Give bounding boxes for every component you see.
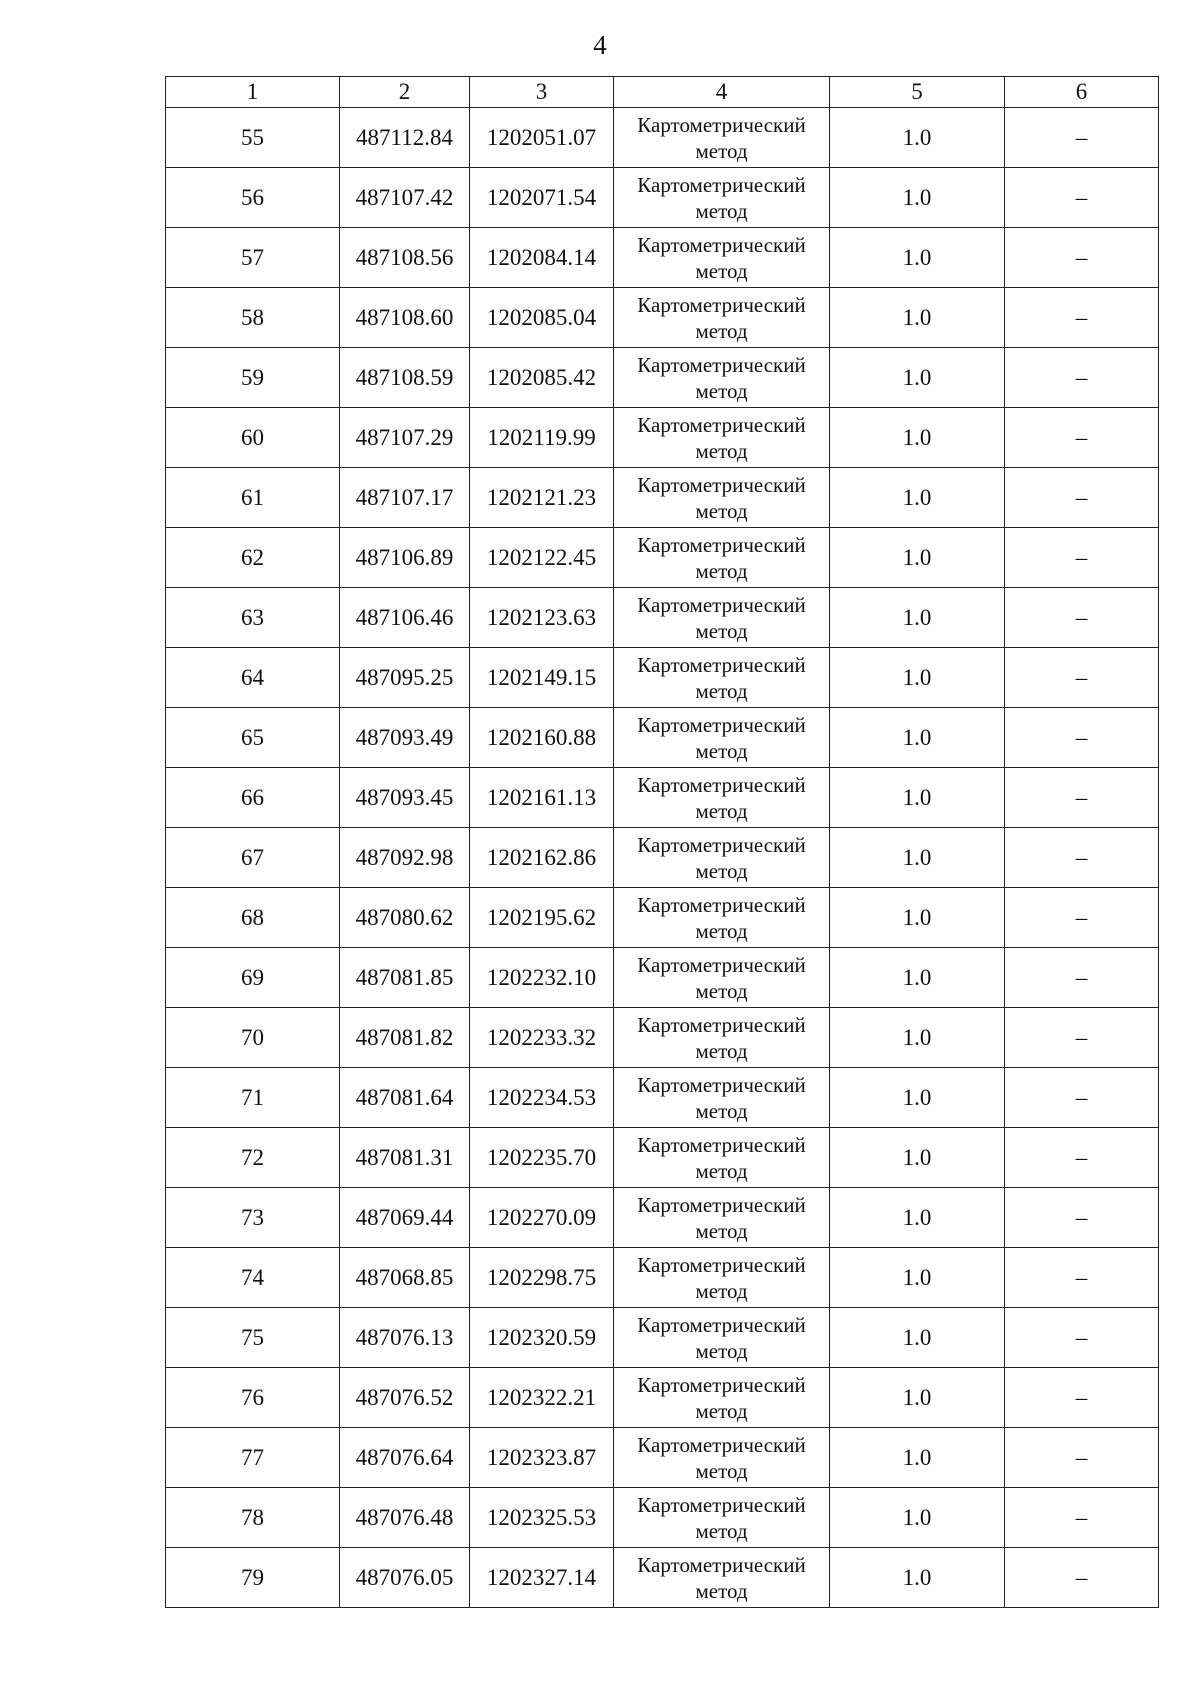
x-coordinate-cell: 487092.98 (340, 828, 470, 888)
point-number-cell: 62 (166, 528, 340, 588)
table-row (166, 708, 1159, 768)
point-number-cell: 63 (166, 588, 340, 648)
note-cell: – (1005, 828, 1159, 888)
table-row (166, 348, 1159, 408)
x-coordinate-cell: 487069.44 (340, 1188, 470, 1248)
accuracy-cell: 1.0 (830, 1368, 1005, 1428)
point-number-cell: 67 (166, 828, 340, 888)
note-cell: – (1005, 708, 1159, 768)
accuracy-cell: 1.0 (830, 708, 1005, 768)
note-cell: – (1005, 1488, 1159, 1548)
point-number-cell: 57 (166, 228, 340, 288)
y-coordinate-cell: 1202322.21 (470, 1368, 614, 1428)
method-cell: Картометрический метод (614, 348, 830, 408)
x-coordinate-cell: 487093.49 (340, 708, 470, 768)
table-row (166, 1548, 1159, 1608)
accuracy-cell: 1.0 (830, 948, 1005, 1008)
table-row (166, 588, 1159, 648)
accuracy-cell: 1.0 (830, 348, 1005, 408)
point-number-cell: 75 (166, 1308, 340, 1368)
table-row (166, 1008, 1159, 1068)
note-cell: – (1005, 648, 1159, 708)
method-cell: Картометрический метод (614, 1548, 830, 1608)
x-coordinate-cell: 487076.13 (340, 1308, 470, 1368)
point-number-cell: 77 (166, 1428, 340, 1488)
note-cell: – (1005, 888, 1159, 948)
accuracy-cell: 1.0 (830, 1128, 1005, 1188)
point-number-cell: 73 (166, 1188, 340, 1248)
method-cell: Картометрический метод (614, 648, 830, 708)
point-number-cell: 55 (166, 108, 340, 168)
table-row (166, 1188, 1159, 1248)
y-coordinate-cell: 1202085.42 (470, 348, 614, 408)
note-cell: – (1005, 228, 1159, 288)
x-coordinate-cell: 487095.25 (340, 648, 470, 708)
x-coordinate-cell: 487093.45 (340, 768, 470, 828)
note-cell: – (1005, 408, 1159, 468)
x-coordinate-cell: 487076.05 (340, 1548, 470, 1608)
x-coordinate-cell: 487107.42 (340, 168, 470, 228)
point-number-cell: 61 (166, 468, 340, 528)
table-row (166, 768, 1159, 828)
table-body (166, 108, 1159, 1608)
y-coordinate-cell: 1202121.23 (470, 468, 614, 528)
point-number-cell: 59 (166, 348, 340, 408)
note-cell: – (1005, 1428, 1159, 1488)
method-cell: Картометрический метод (614, 468, 830, 528)
method-cell: Картометрический метод (614, 228, 830, 288)
accuracy-cell: 1.0 (830, 528, 1005, 588)
note-cell: – (1005, 468, 1159, 528)
point-number-cell: 79 (166, 1548, 340, 1608)
method-cell: Картометрический метод (614, 828, 830, 888)
accuracy-cell: 1.0 (830, 1548, 1005, 1608)
method-cell: Картометрический метод (614, 1128, 830, 1188)
method-cell: Картометрический метод (614, 1308, 830, 1368)
x-coordinate-cell: 487076.52 (340, 1368, 470, 1428)
x-coordinate-cell: 487081.31 (340, 1128, 470, 1188)
x-coordinate-cell: 487081.85 (340, 948, 470, 1008)
page-number: 4 (593, 30, 607, 60)
note-cell: – (1005, 588, 1159, 648)
y-coordinate-cell: 1202149.15 (470, 648, 614, 708)
table-row (166, 288, 1159, 348)
x-coordinate-cell: 487108.60 (340, 288, 470, 348)
note-cell: – (1005, 108, 1159, 168)
note-cell: – (1005, 348, 1159, 408)
method-cell: Картометрический метод (614, 1188, 830, 1248)
y-coordinate-cell: 1202234.53 (470, 1068, 614, 1128)
y-coordinate-cell: 1202232.10 (470, 948, 614, 1008)
note-cell: – (1005, 1248, 1159, 1308)
accuracy-cell: 1.0 (830, 888, 1005, 948)
point-number-cell: 56 (166, 168, 340, 228)
y-coordinate-cell: 1202325.53 (470, 1488, 614, 1548)
method-cell: Картометрический метод (614, 288, 830, 348)
y-coordinate-cell: 1202051.07 (470, 108, 614, 168)
table-row (166, 528, 1159, 588)
column-header-3: 3 (470, 77, 614, 108)
y-coordinate-cell: 1202270.09 (470, 1188, 614, 1248)
table-row (166, 1428, 1159, 1488)
note-cell: – (1005, 1188, 1159, 1248)
note-cell: – (1005, 1128, 1159, 1188)
accuracy-cell: 1.0 (830, 1008, 1005, 1068)
y-coordinate-cell: 1202233.32 (470, 1008, 614, 1068)
coordinates-table (165, 76, 1159, 1608)
y-coordinate-cell: 1202235.70 (470, 1128, 614, 1188)
point-number-cell: 65 (166, 708, 340, 768)
method-cell: Картометрический метод (614, 1068, 830, 1128)
x-coordinate-cell: 487076.64 (340, 1428, 470, 1488)
point-number-cell: 70 (166, 1008, 340, 1068)
point-number-cell: 68 (166, 888, 340, 948)
column-header-5: 5 (830, 77, 1005, 108)
accuracy-cell: 1.0 (830, 768, 1005, 828)
x-coordinate-cell: 487106.89 (340, 528, 470, 588)
method-cell: Картометрический метод (614, 888, 830, 948)
column-header-1: 1 (166, 77, 340, 108)
accuracy-cell: 1.0 (830, 108, 1005, 168)
table-row (166, 1368, 1159, 1428)
x-coordinate-cell: 487081.64 (340, 1068, 470, 1128)
method-cell: Картометрический метод (614, 1488, 830, 1548)
point-number-cell: 72 (166, 1128, 340, 1188)
table-row (166, 1488, 1159, 1548)
note-cell: – (1005, 1308, 1159, 1368)
method-cell: Картометрический метод (614, 1368, 830, 1428)
method-cell: Картометрический метод (614, 768, 830, 828)
column-header-4: 4 (614, 77, 830, 108)
accuracy-cell: 1.0 (830, 828, 1005, 888)
note-cell: – (1005, 1548, 1159, 1608)
table-row (166, 468, 1159, 528)
x-coordinate-cell: 487076.48 (340, 1488, 470, 1548)
x-coordinate-cell: 487106.46 (340, 588, 470, 648)
note-cell: – (1005, 948, 1159, 1008)
note-cell: – (1005, 168, 1159, 228)
note-cell: – (1005, 768, 1159, 828)
table-row (166, 228, 1159, 288)
y-coordinate-cell: 1202162.86 (470, 828, 614, 888)
y-coordinate-cell: 1202084.14 (470, 228, 614, 288)
note-cell: – (1005, 1008, 1159, 1068)
point-number-cell: 64 (166, 648, 340, 708)
table-row (166, 1248, 1159, 1308)
y-coordinate-cell: 1202161.13 (470, 768, 614, 828)
method-cell: Картометрический метод (614, 708, 830, 768)
x-coordinate-cell: 487112.84 (340, 108, 470, 168)
y-coordinate-cell: 1202123.63 (470, 588, 614, 648)
x-coordinate-cell: 487108.59 (340, 348, 470, 408)
point-number-cell: 76 (166, 1368, 340, 1428)
accuracy-cell: 1.0 (830, 1248, 1005, 1308)
table-row (166, 828, 1159, 888)
accuracy-cell: 1.0 (830, 588, 1005, 648)
accuracy-cell: 1.0 (830, 228, 1005, 288)
table-header-row (166, 77, 1159, 108)
table-row (166, 108, 1159, 168)
x-coordinate-cell: 487081.82 (340, 1008, 470, 1068)
table-row (166, 1308, 1159, 1368)
table-row (166, 168, 1159, 228)
x-coordinate-cell: 487108.56 (340, 228, 470, 288)
method-cell: Картометрический метод (614, 948, 830, 1008)
y-coordinate-cell: 1202122.45 (470, 528, 614, 588)
point-number-cell: 78 (166, 1488, 340, 1548)
y-coordinate-cell: 1202298.75 (470, 1248, 614, 1308)
point-number-cell: 60 (166, 408, 340, 468)
method-cell: Картометрический метод (614, 408, 830, 468)
method-cell: Картометрический метод (614, 528, 830, 588)
accuracy-cell: 1.0 (830, 1488, 1005, 1548)
table-row (166, 1068, 1159, 1128)
method-cell: Картометрический метод (614, 168, 830, 228)
method-cell: Картометрический метод (614, 108, 830, 168)
accuracy-cell: 1.0 (830, 648, 1005, 708)
y-coordinate-cell: 1202320.59 (470, 1308, 614, 1368)
y-coordinate-cell: 1202195.62 (470, 888, 614, 948)
y-coordinate-cell: 1202071.54 (470, 168, 614, 228)
method-cell: Картометрический метод (614, 1248, 830, 1308)
note-cell: – (1005, 1368, 1159, 1428)
x-coordinate-cell: 487107.17 (340, 468, 470, 528)
point-number-cell: 58 (166, 288, 340, 348)
accuracy-cell: 1.0 (830, 1428, 1005, 1488)
table-row (166, 888, 1159, 948)
accuracy-cell: 1.0 (830, 1308, 1005, 1368)
table-row (166, 1128, 1159, 1188)
point-number-cell: 69 (166, 948, 340, 1008)
note-cell: – (1005, 528, 1159, 588)
y-coordinate-cell: 1202327.14 (470, 1548, 614, 1608)
note-cell: – (1005, 1068, 1159, 1128)
x-coordinate-cell: 487068.85 (340, 1248, 470, 1308)
accuracy-cell: 1.0 (830, 168, 1005, 228)
point-number-cell: 74 (166, 1248, 340, 1308)
y-coordinate-cell: 1202160.88 (470, 708, 614, 768)
accuracy-cell: 1.0 (830, 468, 1005, 528)
accuracy-cell: 1.0 (830, 1188, 1005, 1248)
y-coordinate-cell: 1202119.99 (470, 408, 614, 468)
x-coordinate-cell: 487107.29 (340, 408, 470, 468)
x-coordinate-cell: 487080.62 (340, 888, 470, 948)
method-cell: Картометрический метод (614, 1428, 830, 1488)
table-row (166, 408, 1159, 468)
accuracy-cell: 1.0 (830, 1068, 1005, 1128)
point-number-cell: 66 (166, 768, 340, 828)
column-header-6: 6 (1005, 77, 1159, 108)
table-row (166, 648, 1159, 708)
column-header-2: 2 (340, 77, 470, 108)
point-number-cell: 71 (166, 1068, 340, 1128)
method-cell: Картометрический метод (614, 588, 830, 648)
y-coordinate-cell: 1202085.04 (470, 288, 614, 348)
accuracy-cell: 1.0 (830, 408, 1005, 468)
y-coordinate-cell: 1202323.87 (470, 1428, 614, 1488)
method-cell: Картометрический метод (614, 1008, 830, 1068)
table-row (166, 948, 1159, 1008)
accuracy-cell: 1.0 (830, 288, 1005, 348)
note-cell: – (1005, 288, 1159, 348)
